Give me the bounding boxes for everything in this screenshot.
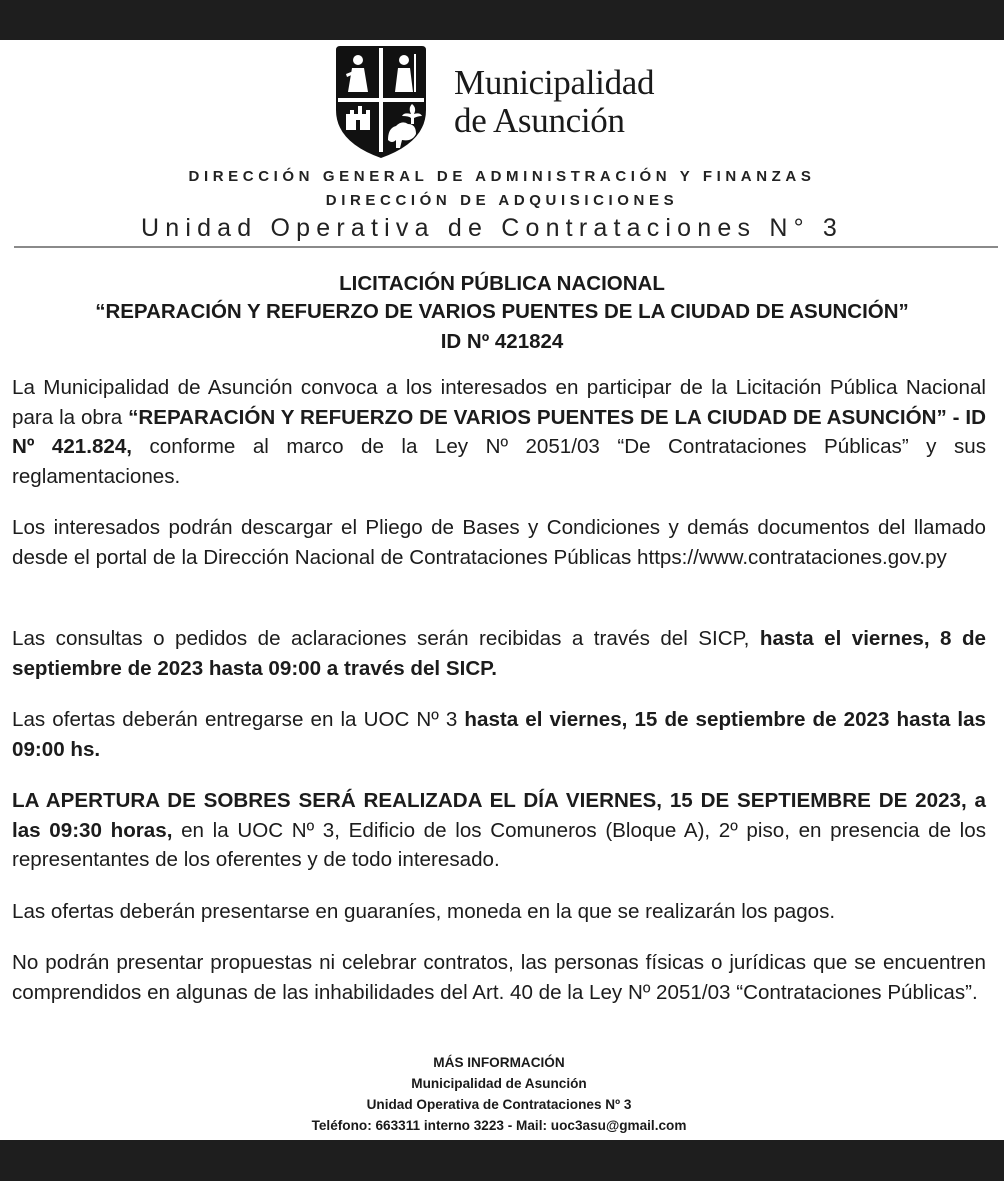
opening-date-bold: LA APERTURA DE SOBRES SERÁ REALIZADA EL DÍA VIERNES, 15 DE SEPTIEMBRE DE 2023, a las 09:30 horas, — [12, 789, 986, 842]
municipality-logo — [332, 44, 672, 160]
offers-deadline-bold: hasta el viernes, 15 de septiembre de 2023 hasta las 09:00 hs. — [12, 708, 987, 761]
paragraph-invitation — [12, 373, 986, 491]
paragraph-download: Los interesados podrán descargar el Pliego de Bases y Condiciones y demás documentos del llamado desde el portal de la Dirección Nacional de Contrataciones Públicas https://www.contrataciones.gov.py — [12, 516, 986, 569]
top-black-bar — [0, 0, 1004, 40]
tender-type-title: LICITACIÓN PÚBLICA NACIONAL — [339, 272, 665, 295]
paragraph-currency: Las ofertas deberán presentarse en guaraníes, moneda en la que se realizarán los pagos. — [12, 900, 836, 923]
more-info-heading: MÁS INFORMACIÓN — [433, 1055, 565, 1070]
header-divider — [14, 246, 998, 248]
paragraph-opening — [12, 786, 986, 875]
unit-heading: Unidad Operativa de Contrataciones N° 3 — [140, 214, 844, 242]
invitation-text: La Municipalidad de Asunción convoca a los interesados en participar de la Licitación Pública Nacional para la obra — [12, 376, 986, 429]
tender-id: ID Nº 421824 — [440, 330, 564, 353]
department-heading: DIRECCIÓN GENERAL DE ADMINISTRACIÓN Y FINANZAS — [188, 168, 816, 185]
project-title: “REPARACIÓN Y REFUERZO DE VARIOS PUENTES DE LA CIUDAD DE ASUNCIÓN” — [95, 300, 909, 323]
queries-deadline-bold: hasta el viernes, 8 de septiembre de 2023 hasta 09:00 a través del SICP. — [12, 627, 986, 680]
queries-text: Las consultas o pedidos de aclaraciones serán recibidas a través del SICP, — [12, 627, 760, 650]
organization-name — [454, 64, 654, 140]
invitation-project-bold: “REPARACIÓN Y REFUERZO DE VARIOS PUENTES DE LA CIUDAD DE ASUNCIÓN” - ID Nº 421.824, — [12, 405, 986, 458]
coat-of-arms-icon — [332, 44, 430, 160]
paragraph-queries — [12, 624, 986, 683]
org-name-line2: de Asunción — [454, 101, 625, 140]
paragraph-offers-delivery — [12, 705, 986, 764]
paragraph-restrictions: No podrán presentar propuestas ni celebrar contratos, las personas físicas o jurídicas que se encuentren comprendidos en algunas de las inhabilidades del Art. 40 de la Ley Nº 2051/03 “Contrataciones Públicas”. — [12, 951, 986, 1004]
more-info-organization: Municipalidad de Asunción — [411, 1076, 587, 1091]
bottom-black-bar — [0, 1140, 1004, 1181]
offers-delivery-text: Las ofertas deberán entregarse en la UOC Nº 3 — [12, 708, 465, 731]
more-info-unit: Unidad Operativa de Contrataciones Nº 3 — [366, 1097, 632, 1112]
more-info-contact: Teléfono: 663311 interno 3223 - Mail: uoc3asu@gmail.com — [311, 1118, 687, 1133]
org-name-line1: Municipalidad — [454, 63, 655, 102]
opening-place-text: en la UOC Nº 3, Edificio de los Comuneros (Bloque A), 2º piso, en presencia de los representantes de los oferentes y de todo interesado. — [12, 818, 986, 871]
invitation-law-text: conforme al marco de la Ley Nº 2051/03 “De Contrataciones Públicas” y sus reglamentaciones. — [12, 435, 986, 488]
sub-department-heading: DIRECCIÓN DE ADQUISICIONES — [325, 192, 679, 209]
